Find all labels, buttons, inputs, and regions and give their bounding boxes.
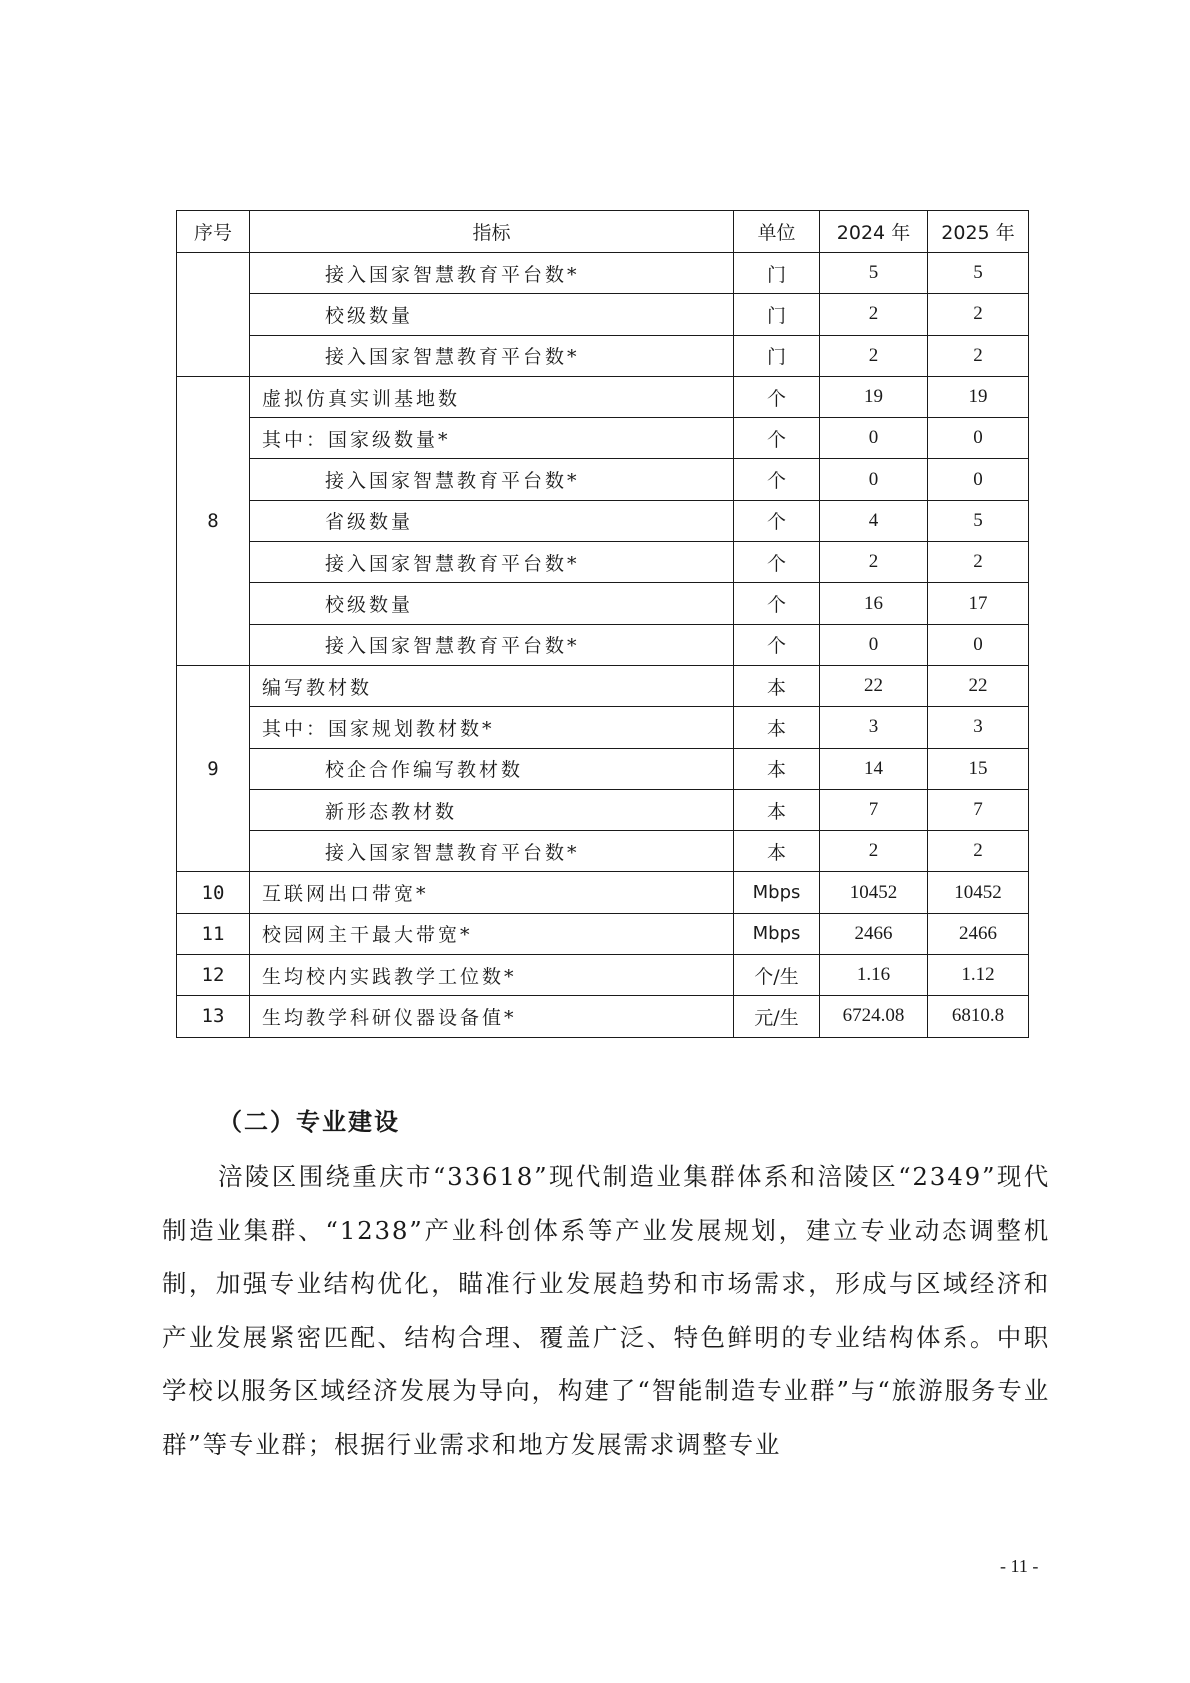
- cell-value-2024: 16: [820, 583, 928, 624]
- cell-serial-no: 11: [177, 913, 250, 954]
- cell-value-2024: 6724.08: [820, 996, 928, 1037]
- table-body: [177, 253, 1029, 1038]
- cell-indicator: 接入国家智慧教育平台数*: [250, 542, 734, 583]
- cell-unit: 个: [734, 459, 820, 500]
- cell-value-2024: 14: [820, 748, 928, 789]
- cell-unit: 门: [734, 253, 820, 294]
- cell-indicator: 接入国家智慧教育平台数*: [250, 831, 734, 872]
- cell-value-2025: 0: [928, 459, 1029, 500]
- cell-unit: 个: [734, 624, 820, 665]
- cell-unit: 个: [734, 376, 820, 417]
- cell-value-2024: 3: [820, 707, 928, 748]
- cell-value-2024: 1.16: [820, 955, 928, 996]
- table-row: [177, 872, 1029, 913]
- cell-serial-no: 12: [177, 955, 250, 996]
- cell-value-2025: 2: [928, 335, 1029, 376]
- cell-indicator: 校园网主干最大带宽*: [250, 913, 734, 954]
- cell-value-2025: 1.12: [928, 955, 1029, 996]
- cell-value-2025: 5: [928, 253, 1029, 294]
- page-number: - 11 -: [1000, 1556, 1039, 1576]
- header-indicator: 指标: [250, 211, 734, 253]
- table-row: [177, 707, 1029, 748]
- cell-indicator: 互联网出口带宽*: [250, 872, 734, 913]
- cell-value-2024: 4: [820, 500, 928, 541]
- table-row: [177, 913, 1029, 954]
- cell-value-2025: 3: [928, 707, 1029, 748]
- cell-value-2024: 2: [820, 542, 928, 583]
- cell-value-2025: 2: [928, 542, 1029, 583]
- cell-value-2024: 2: [820, 831, 928, 872]
- table-row: [177, 542, 1029, 583]
- cell-indicator: 生均校内实践教学工位数*: [250, 955, 734, 996]
- cell-indicator: 校级数量: [250, 583, 734, 624]
- cell-unit: Mbps: [734, 872, 820, 913]
- cell-value-2025: 19: [928, 376, 1029, 417]
- cell-unit: 本: [734, 665, 820, 706]
- cell-indicator: 校企合作编写教材数: [250, 748, 734, 789]
- cell-value-2025: 5: [928, 500, 1029, 541]
- cell-value-2025: 0: [928, 418, 1029, 459]
- table-row: [177, 955, 1029, 996]
- cell-value-2024: 2466: [820, 913, 928, 954]
- table-row: [177, 996, 1029, 1037]
- cell-unit: 个: [734, 583, 820, 624]
- cell-indicator: 接入国家智慧教育平台数*: [250, 459, 734, 500]
- cell-unit: 个/生: [734, 955, 820, 996]
- cell-serial-no: 9: [177, 665, 250, 871]
- cell-value-2025: 7: [928, 789, 1029, 830]
- cell-unit: 本: [734, 789, 820, 830]
- table-row: [177, 335, 1029, 376]
- cell-value-2025: 0: [928, 624, 1029, 665]
- header-unit: 单位: [734, 211, 820, 253]
- table-row: [177, 624, 1029, 665]
- cell-value-2024: 0: [820, 624, 928, 665]
- table-row: [177, 253, 1029, 294]
- cell-value-2024: 2: [820, 335, 928, 376]
- cell-indicator: 校级数量: [250, 294, 734, 335]
- header-2025: 2025 年: [928, 211, 1029, 253]
- cell-value-2025: 17: [928, 583, 1029, 624]
- table-row: [177, 500, 1029, 541]
- indicator-table: [176, 210, 1029, 1038]
- cell-unit: 本: [734, 748, 820, 789]
- cell-indicator: 编写教材数: [250, 665, 734, 706]
- body-paragraph: 涪陵区围绕重庆市“33618”现代制造业集群体系和涪陵区“2349”现代制造业集群、“1238”产业科创体系等产业发展规划，建立专业动态调整机制，加强专业结构优化，瞄准行业发展趋势和市场需求，形成与区域经济和产业发展紧密匹配、结构合理、覆盖广泛、特色鲜明的专业结构体系。中职学校以服务区域经济发展为导向，构建了“智能制造专业群”与“旅游服务专业群”等专业群；根据行业需求和地方发展需求调整专业: [162, 1162, 1050, 1459]
- cell-value-2024: 0: [820, 418, 928, 459]
- cell-value-2025: 6810.8: [928, 996, 1029, 1037]
- section-heading: （二）专业建设: [218, 1107, 400, 1136]
- cell-unit: 本: [734, 707, 820, 748]
- cell-value-2025: 2: [928, 294, 1029, 335]
- cell-value-2024: 5: [820, 253, 928, 294]
- table-row: [177, 583, 1029, 624]
- cell-unit: 元/生: [734, 996, 820, 1037]
- cell-serial-no: 10: [177, 872, 250, 913]
- cell-serial-no: 8: [177, 376, 250, 665]
- table-row: [177, 376, 1029, 417]
- cell-indicator: 生均教学科研仪器设备值*: [250, 996, 734, 1037]
- cell-value-2025: 15: [928, 748, 1029, 789]
- cell-value-2024: 10452: [820, 872, 928, 913]
- cell-indicator: 新形态教材数: [250, 789, 734, 830]
- table-row: [177, 418, 1029, 459]
- cell-unit: 本: [734, 831, 820, 872]
- cell-indicator: 虚拟仿真实训基地数: [250, 376, 734, 417]
- cell-indicator: 其中：国家规划教材数*: [250, 707, 734, 748]
- cell-serial-no: 13: [177, 996, 250, 1037]
- table-header-row: [177, 211, 1029, 253]
- table-row: [177, 665, 1029, 706]
- cell-unit: 门: [734, 335, 820, 376]
- cell-value-2024: 22: [820, 665, 928, 706]
- table-row: [177, 459, 1029, 500]
- cell-serial-no: [177, 253, 250, 377]
- cell-value-2024: 0: [820, 459, 928, 500]
- cell-unit: 门: [734, 294, 820, 335]
- table-row: [177, 789, 1029, 830]
- table-row: [177, 831, 1029, 872]
- cell-indicator: 接入国家智慧教育平台数*: [250, 253, 734, 294]
- table-row: [177, 748, 1029, 789]
- cell-value-2025: 2466: [928, 913, 1029, 954]
- header-2024: 2024 年: [820, 211, 928, 253]
- cell-indicator: 接入国家智慧教育平台数*: [250, 624, 734, 665]
- cell-unit: 个: [734, 500, 820, 541]
- cell-unit: Mbps: [734, 913, 820, 954]
- cell-value-2025: 22: [928, 665, 1029, 706]
- table-row: [177, 294, 1029, 335]
- cell-value-2025: 2: [928, 831, 1029, 872]
- cell-value-2025: 10452: [928, 872, 1029, 913]
- cell-indicator: 接入国家智慧教育平台数*: [250, 335, 734, 376]
- cell-value-2024: 19: [820, 376, 928, 417]
- cell-indicator: 省级数量: [250, 500, 734, 541]
- header-no: 序号: [177, 211, 250, 253]
- cell-indicator: 其中：国家级数量*: [250, 418, 734, 459]
- cell-value-2024: 2: [820, 294, 928, 335]
- cell-unit: 个: [734, 542, 820, 583]
- cell-unit: 个: [734, 418, 820, 459]
- cell-value-2024: 7: [820, 789, 928, 830]
